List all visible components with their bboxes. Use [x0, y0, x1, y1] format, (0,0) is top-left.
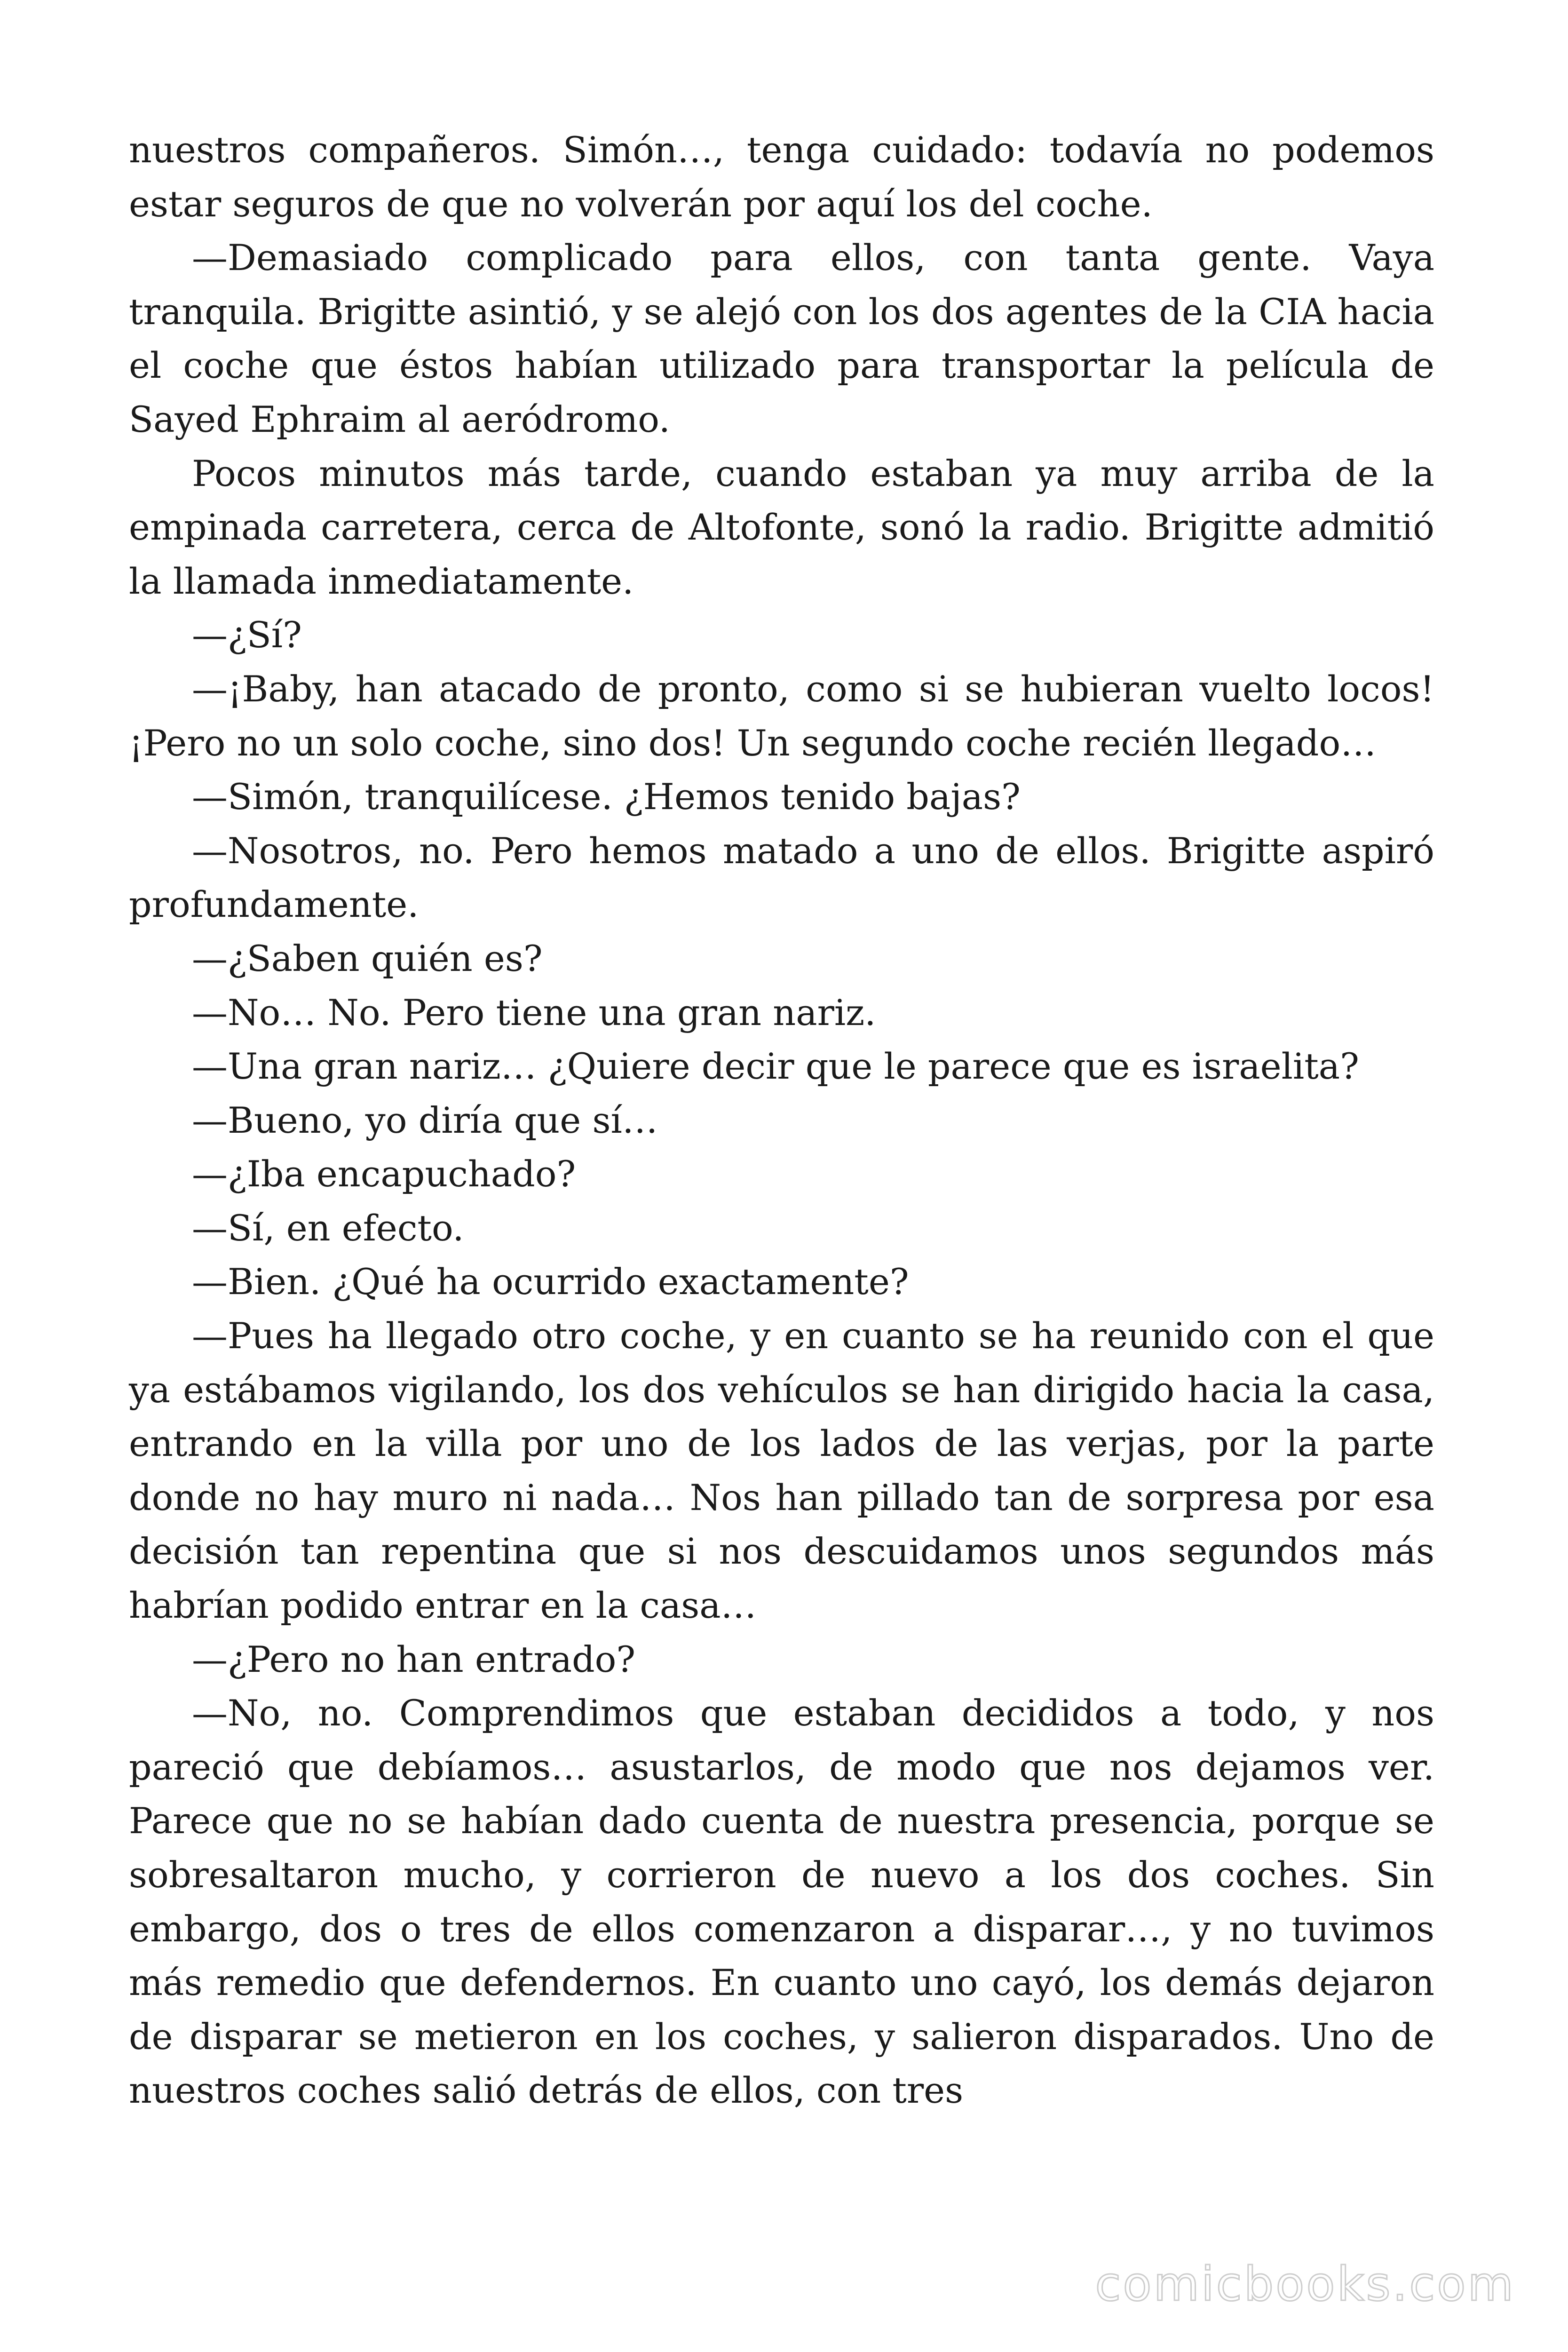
paragraph: —Pues ha llegado otro coche, y en cuanto se ha reunido con el que ya estábamos vigilando, los dos vehículos se han dirigido hacia la casa, entrando en la villa por uno de los lados de las verjas, por la parte donde no hay muro ni nada… Nos han pillado tan de sorpresa por esa decisión tan repentina que si nos descuidamos unos segundos más habrían podido entrar en la casa…	[129, 1315, 1434, 1627]
paragraph: —¿Iba encapuchado?	[192, 1153, 576, 1195]
watermark: comicbooks.com	[1095, 2257, 1515, 2312]
paragraph: —Una gran nariz… ¿Quiere decir que le parece que es israelita?	[192, 1045, 1359, 1088]
body-text	[129, 123, 1434, 2118]
paragraph: —Demasiado complicado para ellos, con tanta gente. Vaya tranquila. Brigitte asintió, y se alejó con los dos agentes de la CIA hacia el coche que éstos habían utilizado para transportar la película de Sayed Ephraim al aeródromo.	[129, 237, 1434, 440]
paragraph: —Sí, en efecto.	[192, 1207, 464, 1249]
paragraph: —¡Baby, han atacado de pronto, como si se hubieran vuelto locos! ¡Pero no un solo coche, sino dos! Un segundo coche recién llegado…	[129, 667, 1434, 764]
paragraph: Pocos minutos más tarde, cuando estaban ya muy arriba de la empinada carretera, cerca de Altofonte, sonó la radio. Brigitte admitió la llamada inmediatamente.	[129, 452, 1434, 602]
paragraph: —Bueno, yo diría que sí…	[192, 1099, 658, 1141]
paragraph: —¿Sí?	[192, 614, 302, 656]
paragraph: nuestros compañeros. Simón…, tenga cuidado: todavía no podemos estar seguros de que no volverán por aquí los del coche.	[129, 129, 1434, 225]
paragraph: —No… No. Pero tiene una gran nariz.	[192, 991, 876, 1033]
paragraph: —No, no. Comprendimos que estaban decididos a todo, y nos pareció que debíamos… asustarlos, de modo que nos dejamos ver. Parece que no se habían dado cuenta de nuestra presencia, porque se sobresaltaron mucho, y corrieron de nuevo a los dos coches. Sin embargo, dos o tres de ellos comenzaron a disparar…, y no tuvimos más remedio que defendernos. En cuanto uno cayó, los demás dejaron de disparar se metieron en los coches, y salieron disparados. Uno de nuestros coches salió detrás de ellos, con tres	[129, 1692, 1434, 2112]
paragraph: —Simón, tranquilícese. ¿Hemos tenido bajas?	[192, 776, 1021, 818]
paragraph: —Nosotros, no. Pero hemos matado a uno de ellos. Brigitte aspiró profundamente.	[129, 829, 1434, 926]
paragraph: —¿Saben quién es?	[192, 937, 543, 979]
paragraph: —Bien. ¿Qué ha ocurrido exactamente?	[192, 1261, 909, 1303]
paragraph: —¿Pero no han entrado?	[192, 1638, 636, 1680]
